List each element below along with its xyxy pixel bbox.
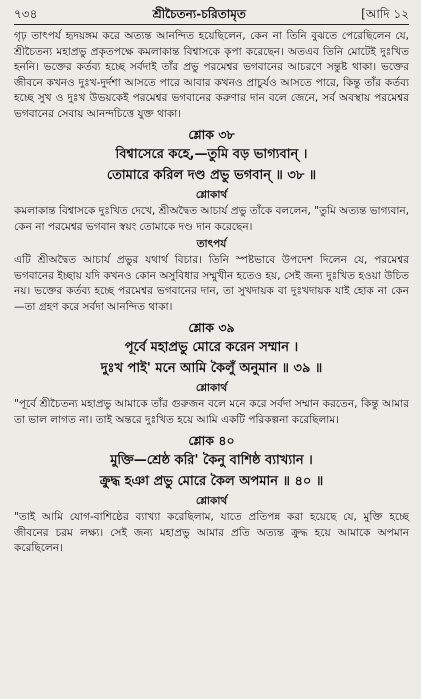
slokartha-38-heading: শ্লোকার্থ (195, 189, 228, 201)
sloka-38-line-2: তোমারে করিল দণ্ড প্রভু ভগবান্ ॥ ৩৮ ॥ (106, 168, 317, 183)
sloka-39-heading: শ্লোক ৩৯ (188, 320, 235, 335)
slokartha-39-heading: শ্লোকার্থ (195, 382, 228, 394)
slokartha-39-text: "পূর্বে শ্রীচৈতন্য মহাপ্রভু আমাকে তাঁর গুরুজন বলে মনে করে সর্বদা সম্মান করতেন, কিন্তু আমার তা ভাল লাগত না। তাই অন্তরে দুঃখিত হয়ে আমি একটি পরিকল্পনা করেছিলাম। (14, 398, 409, 426)
sloka-40-heading: শ্লোক ৪০ (188, 433, 235, 448)
page-header (14, 6, 409, 25)
sloka-39-line-2: দুঃখ পাই' মনে আমি কৈলুঁ অনুমান ॥ ৩৯ ॥ (100, 361, 323, 376)
slokartha-40-text: "তাই আমি যোগ-বাশিষ্ঠের ব্যাখ্যা করেছিলাম, যাতে প্রতিপন্ন করা হয়েছে যে, মুক্তি হচ্ছে জীবনের চরম লক্ষ্য। সেই জন্য মহাপ্রভু আমার প্রতি অত্যন্ত ক্রুদ্ধ হয়ে আমাকে অপমান করেছিলেন। (14, 511, 409, 554)
sloka-38-line-1: বিশ্বাসেরে কহে,—তুমি বড় ভাগ্যবান্ । (115, 147, 308, 162)
sloka-39-line-1: পূর্বে মহাপ্রভু মোরে করেন সম্মান । (124, 340, 299, 355)
sloka-40-line-1: মুক্তি—শ্রেষ্ঠ করি' কৈনু বাশিষ্ঠ ব্যাখ্যান । (110, 453, 313, 468)
tatparya-38-heading: তাৎপর্য (196, 238, 227, 250)
sloka-40-line-2: ক্রুদ্ধ হঞা প্রভু মোরে কৈল অপমান ॥ ৪০ ॥ (99, 474, 324, 489)
page-number: ৭৩৪ (14, 7, 38, 21)
tatparya-38-text: এটি শ্রীঅদ্বৈত আচার্য প্রভুর যথার্থ বিচার। তিনি স্পষ্টভাবে উপদেশ দিলেন যে, পরমেশ্বর ভগবানের ইচ্ছায় যদি কখনও কোন অসুবিধার সম্মুখীন হতেও হয়, সেই জন্য দুঃখিত হওয়া উচিত নয়। ভক্তের কর্তব্য হচ্ছে পরমেশ্বর ভগবানের দান, তা সুখদায়ক বা দুঃখদায়ক যাই হোক না কেন—তা গ্রহণ করে সর্বদা আনন্দিত থাকা। (14, 254, 409, 313)
running-title: শ্রীচৈতন্য-চরিতামৃত (152, 7, 246, 21)
slokartha-38-text: কমলাকান্ত বিশ্বাসকে দুঃখিত দেখে, শ্রীঅদ্বৈত আচার্য প্রভু তাঁকে বললেন, "তুমি অত্যন্ত ভাগ্যবান, কেন না পরমেশ্বর ভগবান স্বয়ং তোমাকে দণ্ড দান করেছেন। (14, 205, 409, 233)
slokartha-40-heading: শ্লোকার্থ (195, 495, 228, 507)
sloka-38-heading: শ্লোক ৩৮ (188, 127, 235, 142)
section-label: [আদি ১২ (361, 7, 409, 21)
intro-paragraph: গৃঢ় তাৎপর্য হৃদয়ঙ্গম করে অত্যন্ত আনন্দিত হয়েছিলেন, কেন না তিনি বুঝতে পেরেছিলেন যে, শ্রীচৈতন্য মহাপ্রভু প্রকৃতপক্ষে কমলাকান্ত বিশ্বাসকে কৃপা করেছেন। অতএব তিনি মোটেই দুঃখিত হননি। ভক্তের কর্তব্য হচ্ছে সর্বদাই তাঁর প্রভু পরমেশ্বর ভগবানের আচরণে সন্তুষ্ট থাকা। ভক্তের জীবনে কখনও দুঃখ-দুর্দশা আসতে পারে আবার কখনও প্রাচুর্যও আসতে পারে, কিন্তু তাঁর কর্তব্য হচ্ছে সুখ ও দুঃখ উভয়কেই পরমেশ্বর ভগবানের করুণার দান বলে জেনে, সর্ব অবস্থায় পরমেশ্বর ভগবানের সেবায় আনন্দচিত্তে যুক্ত থাকা। (14, 30, 409, 120)
